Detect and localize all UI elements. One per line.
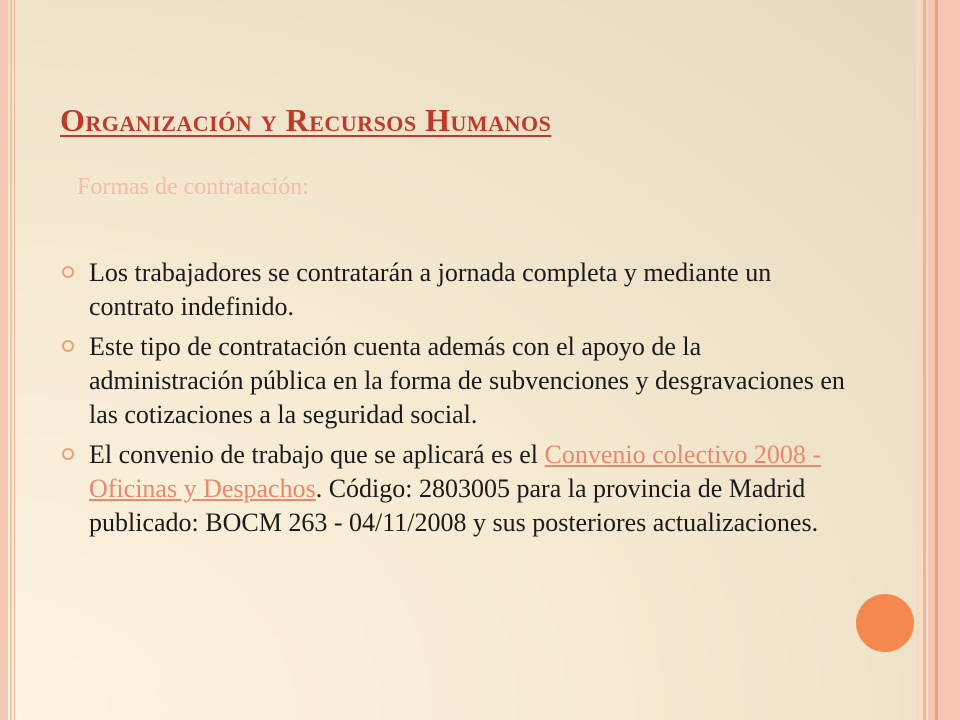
slide-subtitle: Formas de contratación: (77, 174, 309, 200)
bullet-icon (62, 340, 74, 352)
bullet-text-before-link: El convenio de trabajo que se aplicará es el (89, 440, 545, 469)
orange-circle-decoration (856, 594, 914, 652)
bullet-text: Los trabajadores se contratarán a jornada completa y mediante un contrato indefinido. (89, 258, 772, 321)
bullet-text: Este tipo de contratación cuenta además con el apoyo de la administración pública en la forma de subvenciones y desgravaciones en las cotizaciones a la seguridad social. (89, 332, 845, 429)
right-border-stripe (916, 0, 921, 720)
convenio-link[interactable]: Convenio colectivo 2008 -Oficinas y Despachos (89, 440, 822, 503)
left-border-stripe (0, 0, 8, 720)
bullet-item (60, 256, 850, 324)
right-border-stripe (928, 0, 960, 720)
bullet-list (60, 256, 850, 546)
bullet-icon (62, 266, 74, 278)
right-border-stripe (935, 0, 938, 720)
left-border-stripe (10, 0, 12, 720)
slide-title: Organización y Recursos Humanos (60, 102, 552, 138)
bullet-text-after-link: . Código: 2803005 para la provincia de Madrid publicado: BOCM 263 - 04/11/2008 y sus posteriores actualizaciones. (89, 474, 819, 537)
left-border-stripe (14, 0, 15, 720)
right-border-stripe (923, 0, 926, 720)
bullet-item (60, 330, 850, 432)
bullet-icon (62, 448, 74, 460)
bullet-item (60, 438, 850, 540)
